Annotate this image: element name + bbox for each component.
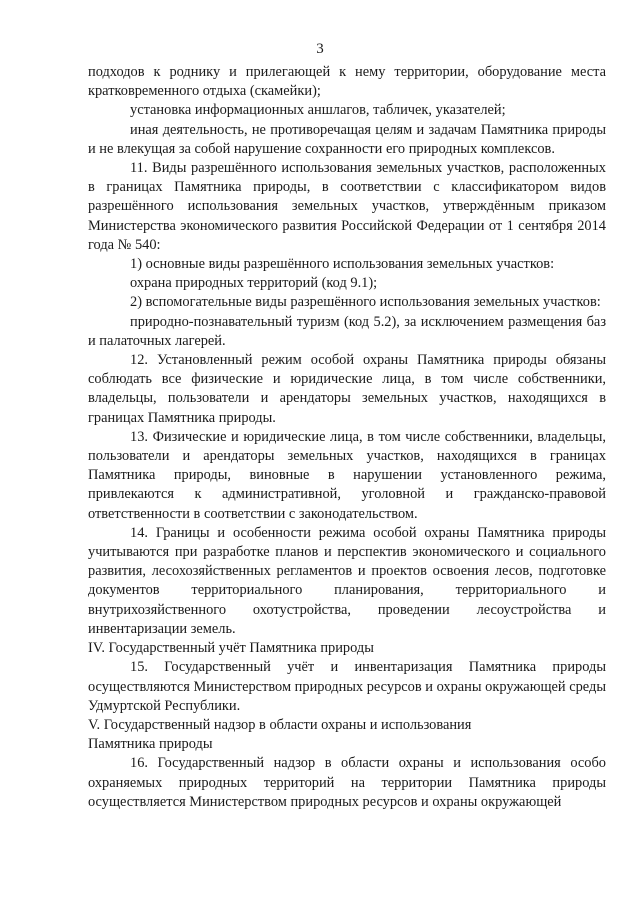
paragraph-tourism: природно-познавательный туризм (код 5.2), за исключением размещения баз и палаточных лагерей.: [88, 313, 606, 349]
page-number: 3: [316, 41, 324, 57]
section-heading-4: IV. Государственный учёт Памятника природы: [88, 640, 374, 657]
paragraph-14: 14. Границы и особенности режима особой охраны Памятника природы учитываются при разработке планов и перспектив экономического и социального развития, лесохозяйственных регламентов и проектов освоения лесов, подготовке документов территориального планирования, территориального и внутрихозяйственного охотустройства, проведении лесоустройства и инвентаризации земель.: [88, 524, 606, 637]
paragraph-16: 16. Государственный надзор в области охраны и использования особо охраняемых природных территорий на территории Памятника природы осуществляется Министерством природных ресурсов и охраны окружающей: [88, 755, 606, 810]
paragraph-15: 15. Государственный учёт и инвентаризация Памятника природы осуществляются Министерством природных ресурсов и охраны окружающей среды Удмуртской Республики.: [88, 659, 606, 714]
paragraph-other-activity: иная деятельность, не противоречащая целям и задачам Памятника природы и не влекущая за собой нарушение сохранности его природных комплексов.: [88, 121, 606, 157]
paragraph-auxiliary-uses: 2) вспомогательные виды разрешённого использования земельных участков:: [130, 294, 601, 311]
paragraph-continuation: подходов к роднику и прилегающей к нему территории, оборудование места кратковременного отдыха (скамейки);: [88, 64, 606, 100]
document-body: [88, 63, 606, 812]
paragraph-info-signs: установка информационных аншлагов, табличек, указателей;: [130, 102, 506, 119]
section-heading-5: [88, 716, 606, 754]
paragraph-main-uses: 1) основные виды разрешённого использования земельных участков:: [130, 256, 555, 273]
paragraph-13: 13. Физические и юридические лица, в том числе собственники, владельцы, пользователи и арендаторы земельных участков, находящихся в границах Памятника природы, виновные в нарушении установленного режима, привлекаются к административной, уголовной и гражданско-правовой ответственности в соответствии с законодательством.: [88, 428, 606, 522]
paragraph-11: 11. Виды разрешённого использования земельных участков, расположенных в границах Памятника природы, в соответствии с классификатором видов разрешённого использования земельных участков, утверждённым приказом Министерства экономического развития Российской Федерации от 1 сентября 2014 года № 540:: [88, 160, 606, 253]
section-heading-5-line-1: V. Государственный надзор в области охраны и использования: [88, 716, 472, 733]
paragraph-nature-protection: охрана природных территорий (код 9.1);: [130, 275, 378, 292]
paragraph-12: 12. Установленный режим особой охраны Памятника природы обязаны соблюдать все физические и юридические лица, в том числе собственники, владельцы, пользователи и арендаторы земельных участков, находящихся в границах Памятника природы.: [88, 352, 606, 426]
section-heading-5-line-2: Памятника природы: [88, 736, 213, 753]
